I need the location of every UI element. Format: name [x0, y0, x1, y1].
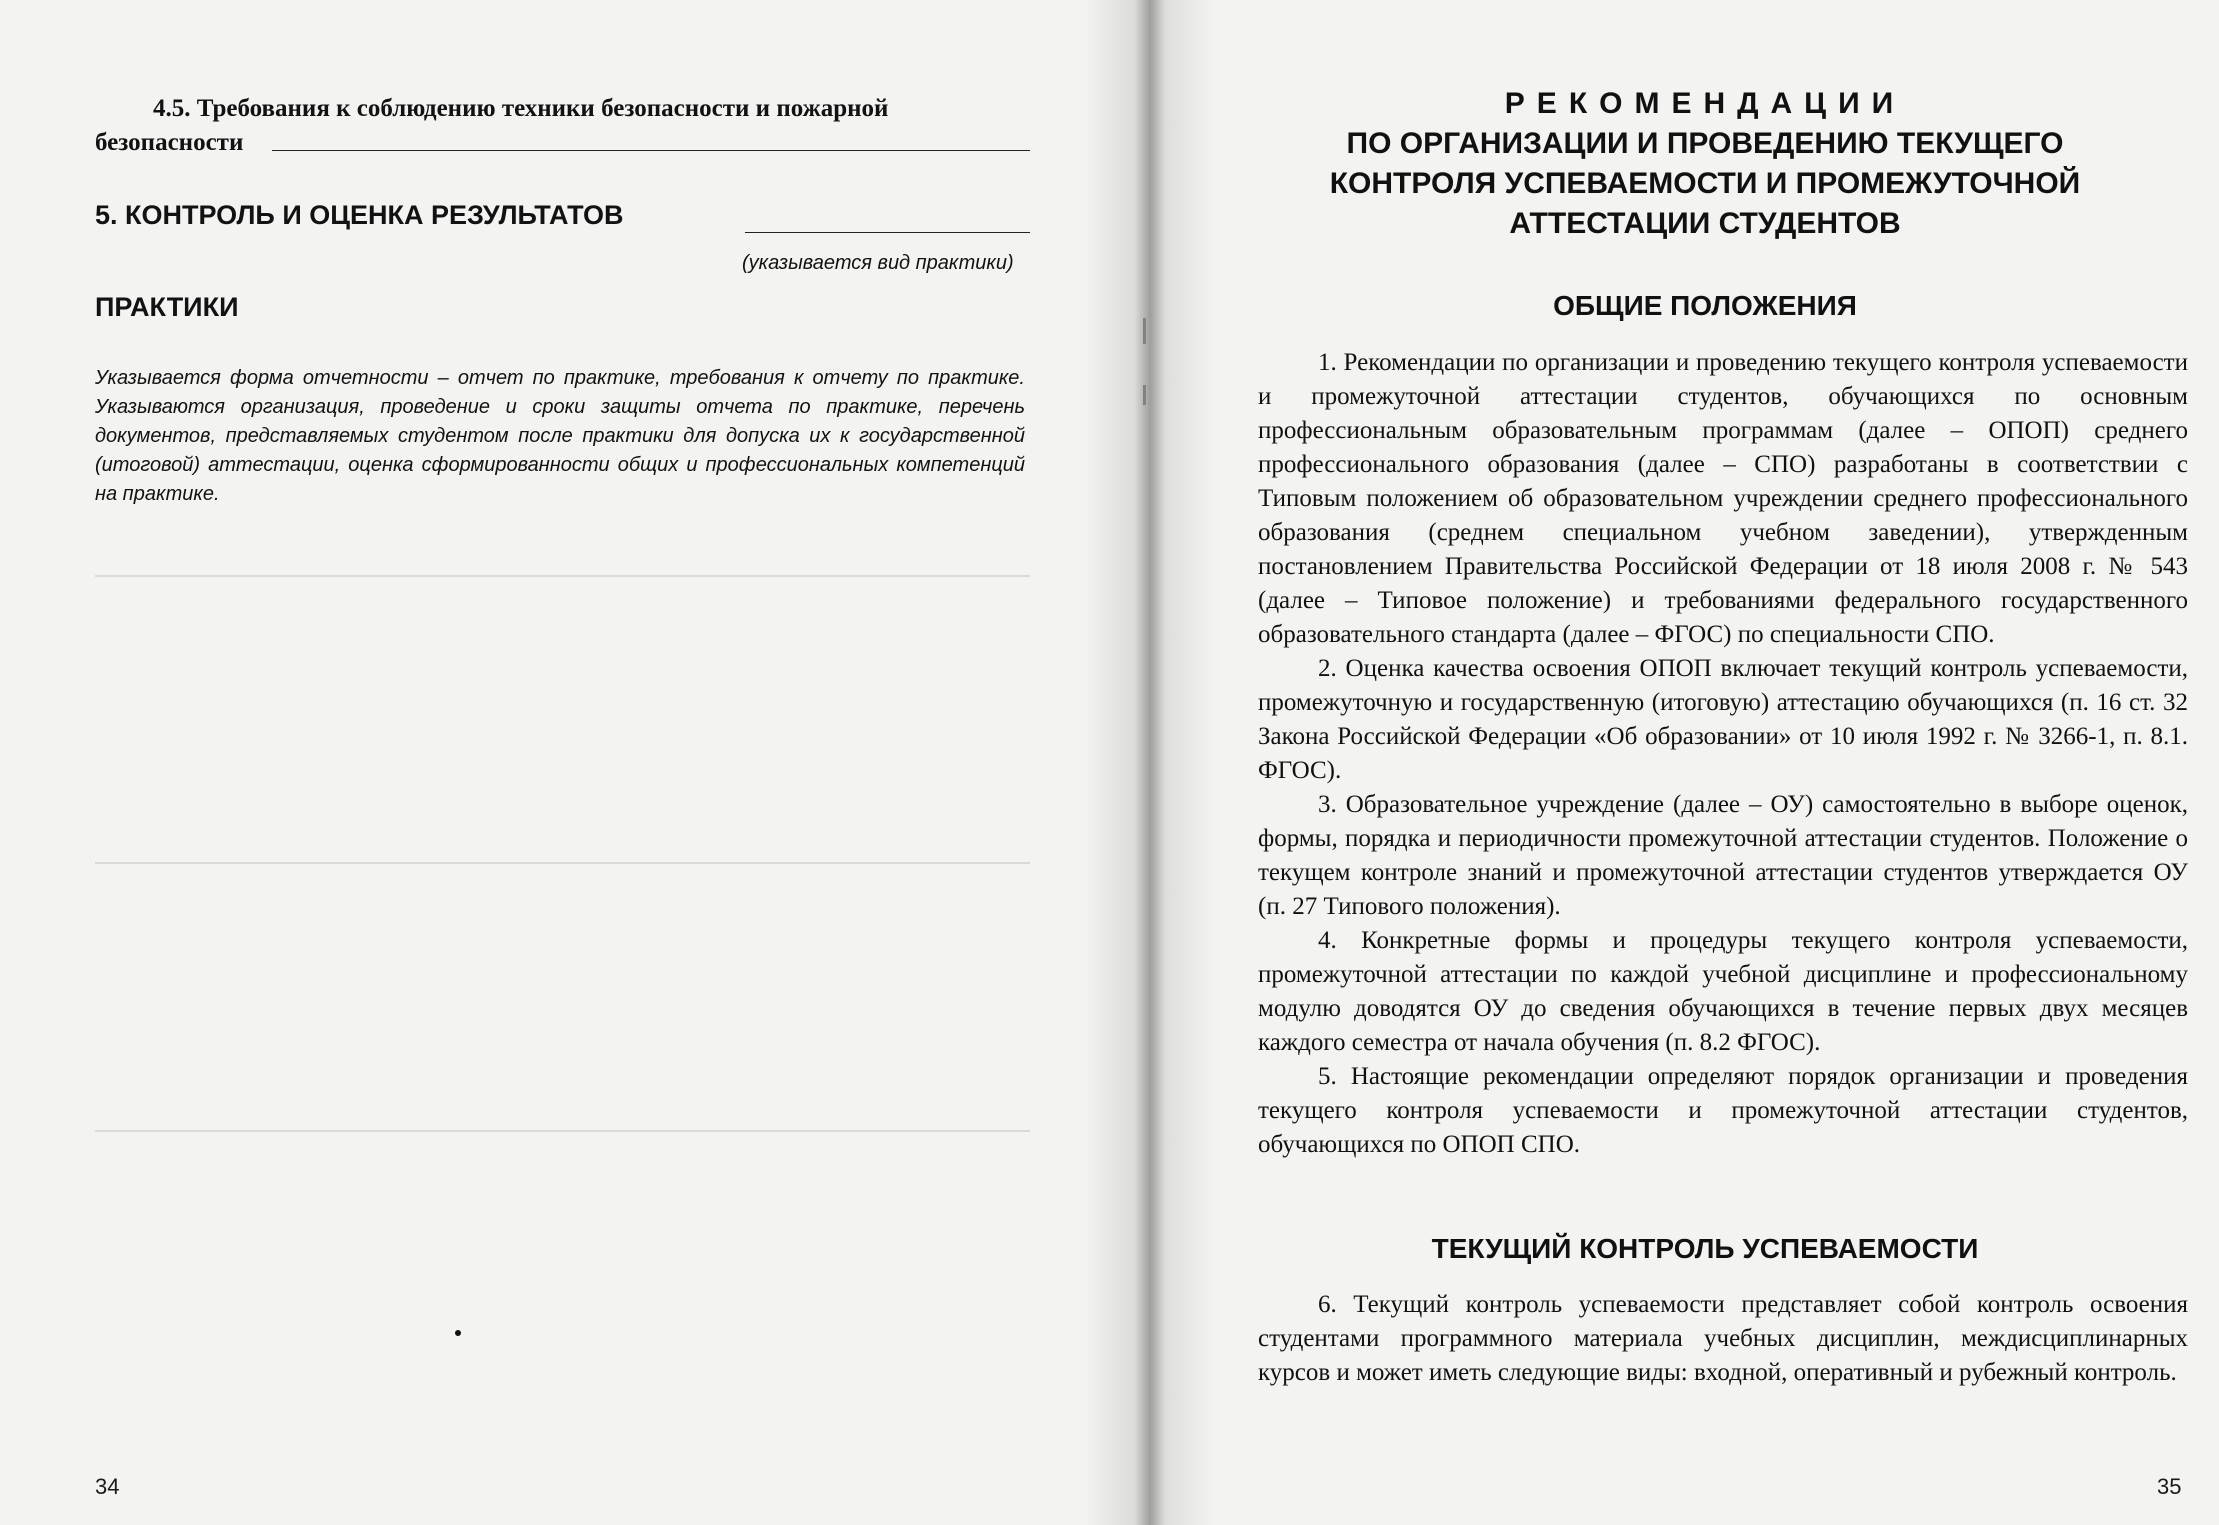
main-title — [1240, 84, 2170, 244]
bleed-rule — [95, 862, 1030, 864]
book-gutter — [1085, 0, 1215, 1525]
paragraph-6-block — [1258, 1288, 2188, 1390]
title-line-1: РЕКОМЕНДАЦИИ — [1504, 87, 1906, 120]
bleed-rule — [95, 1130, 1030, 1132]
practice-heading: ПРАКТИКИ — [95, 292, 239, 322]
paragraph-6: 6. Текущий контроль успеваемости представляет собой контроль освоения студентами программного материала учебных дисциплин, междисциплинарных курсов и может иметь следующие виды: входной, оперативный и рубежный контроль. — [1258, 1291, 2188, 1386]
fill-in-line — [272, 150, 1030, 151]
general-provisions-heading: ОБЩИЕ ПОЛОЖЕНИЯ — [1553, 290, 1857, 321]
instruction-text: Указывается форма отчетности – отчет по практике, требования к отчету по практике. Указываются организация, проведение и сроки защиты отчета по практике, перечень документов, представляемых студентом после практики для допуска их к государственной (итоговой) аттестации, оценка сформированности общих и профессиональных компетенций на практике. — [95, 367, 1025, 505]
page-number-left: 34 — [95, 1474, 120, 1499]
bleed-rule — [95, 575, 1030, 577]
section-5-heading: 5. КОНТРОЛЬ И ОЦЕНКА РЕЗУЛЬТАТОВ — [95, 200, 624, 230]
section-4-5-line2: безопасности — [95, 129, 244, 156]
paragraph-4: 4. Конкретные формы и процедуры текущего контроля успеваемости, промежуточной аттестации по каждой учебной дисциплине и профессиональному модулю доводятся ОУ до сведения обучающихся в течение первых двух месяцев каждого семестра от начала обучения (п. 8.2 ФГОС). — [1258, 927, 2188, 1056]
bleed-through-left — [100, 170, 1030, 1400]
title-line-3: КОНТРОЛЯ УСПЕВАЕМОСТИ И ПРОМЕЖУТОЧНОЙ — [1329, 167, 2081, 200]
title-line-4: АТТЕСТАЦИИ СТУДЕНТОВ — [1509, 207, 1901, 240]
fill-in-line — [745, 232, 1030, 233]
paragraph-5: 5. Настоящие рекомендации определяют порядок организации и проведения текущего контроля успеваемости и промежуточной аттестации студентов, обучающихся по ОПОП СПО. — [1258, 1063, 2188, 1158]
body-paragraphs — [1258, 346, 2188, 1162]
practice-type-note: (указывается вид практики) — [742, 252, 1014, 274]
current-control-heading: ТЕКУЩИЙ КОНТРОЛЬ УСПЕВАЕМОСТИ — [1431, 1233, 1979, 1264]
paragraph-1: 1. Рекомендации по организации и проведению текущего контроля успеваемости и промежуточной аттестации студентов, обучающихся по основным профессиональным образовательным программам (далее – ОПОП) среднего профессионального образования (далее – СПО) разработаны в соответствии с Типовым положением об образовательном учреждении среднего профессионального образования (среднем специальном учебном заведении), утвержденным постановлением Правительства Российской Федерации от 18 июля 2008 г. № 543 (далее – Типовое положение) и требованиями федерального государственного образовательного стандарта (далее – ФГОС) по специальности СПО. — [1258, 349, 2188, 648]
paragraph-2: 2. Оценка качества освоения ОПОП включает текущий контроль успеваемости, промежуточную и государственную (итоговую) аттестацию обучающихся (п. 16 ст. 32 Закона Российской Федерации «Об образовании» от 10 июля 1992 г. № 3266-1, п. 8.1. ФГОС). — [1258, 655, 2188, 784]
speck-mark — [455, 1330, 461, 1336]
title-line-2: ПО ОРГАНИЗАЦИИ И ПРОВЕДЕНИЮ ТЕКУЩЕГО — [1346, 127, 2064, 160]
section-4-5-line1: 4.5. Требования к соблюдению техники безопасности и пожарной — [153, 95, 889, 122]
page-number-right: 35 — [2157, 1474, 2182, 1499]
paragraph-3: 3. Образовательное учреждение (далее – ОУ) самостоятельно в выборе оценок, формы, порядка и периодичности промежуточной аттестации студентов. Положение о текущем контроле знаний и промежуточной аттестации студентов утверждается ОУ (п. 27 Типового положения). — [1258, 791, 2188, 920]
